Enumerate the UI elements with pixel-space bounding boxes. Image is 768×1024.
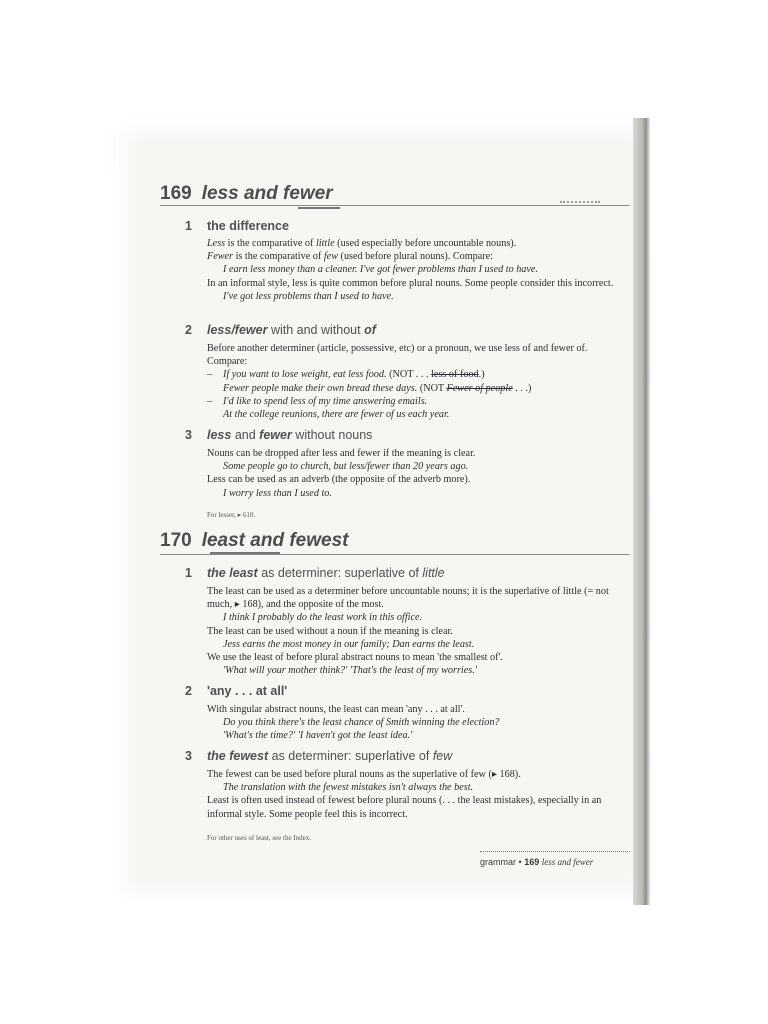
- page-footer: grammar • 169 less and fewer: [480, 857, 594, 867]
- section-rule: [160, 554, 630, 555]
- section-number: 169: [160, 183, 192, 204]
- example: I've got less problems than I used to have.: [223, 290, 394, 302]
- dotted-mark: [560, 201, 600, 203]
- subsection-170-2-body: With singular abstract nouns, the least can mean 'any . . . at all'. Do you think there's the least chance of Smith winning the election? 'What's the time?' 'I haven't got the least idea.': [207, 704, 500, 742]
- section-rule: [160, 205, 630, 206]
- subsection-170-3-body: The fewest can be used before plural nouns as the superlative of few (▸ 168). The translation with the fewest mistakes isn't always the best. Least is often used instead of fewest before plural nouns (. . . the least mistakes), especially in an informal style. Some people feel this is incorrect.: [207, 769, 602, 820]
- footer-rule: [480, 851, 630, 852]
- section-number: 170: [160, 530, 192, 551]
- section-title: least and fewest: [201, 530, 349, 551]
- section-170-heading: [160, 530, 348, 552]
- subsection-170-1-body: The least can be used as a determiner before uncountable nouns; it is the superlative of little (= not much, ▸ 168), and the opposite of the most. I think I probably do the least work in this office. The least can be used without a noun if the meaning is clear. Jess earns the most money in our family; Dan earns the least. We use the least of before plural abstract nouns to mean 'the smallest of'. 'What will your mother think?' 'That's the least of my worries.': [207, 586, 609, 677]
- cross-reference-note: For lesser, ▸ 610.: [207, 511, 256, 519]
- page-binding-edge: [633, 118, 650, 905]
- subsection-169-1-heading: 1 the difference: [185, 219, 289, 233]
- subsection-169-2-heading: 2 less/fewer with and without of: [185, 323, 376, 337]
- subsection-170-2-heading: 2 'any . . . at all': [185, 684, 288, 698]
- section-169-heading: [160, 183, 333, 205]
- subsection-170-3-heading: 3 the fewest as determiner: superlative of few: [185, 749, 453, 763]
- subsection-169-2-body: Before another determiner (article, possessive, etc) or a pronoun, we use less of and fewer of. Compare: – If you want to lose weight, eat less food. (NOT . . . less of food.) Fewer people make their own bread these days. (NOT Fewer of people . . .) – I'd like to spend less of my time answering emails. At the college reunions, there are fewer of us each year.: [207, 343, 588, 421]
- subsection-169-3-body: Nouns can be dropped after less and fewer if the meaning is clear. Some people go to church, but less/fewer than 20 years ago. Less can be used as an adverb (the opposite of the adverb more). I worry less than I used to.: [207, 448, 476, 499]
- title-underline: [298, 207, 340, 209]
- example: I earn less money than a cleaner. I've got fewer problems than I used to have.: [223, 264, 538, 276]
- subsection-170-1-heading: 1 the least as determiner: superlative of little: [185, 566, 445, 580]
- section-title: less and fewer: [201, 183, 333, 204]
- subsection-169-1-body: Less is the comparative of little (used especially before uncountable nouns). Fewer is the comparative of few (used before plural nouns). Compare: I earn less money than a cleaner. I've got fewer problems than I used to have. In an informal style, less is quite common before plural nouns. Some people consider this incorrect. I've got less problems than I used to have.: [207, 237, 627, 303]
- cross-reference-note: For other uses of least, see the Index.: [207, 834, 311, 842]
- subsection-169-3-heading: 3 less and fewer without nouns: [185, 428, 373, 442]
